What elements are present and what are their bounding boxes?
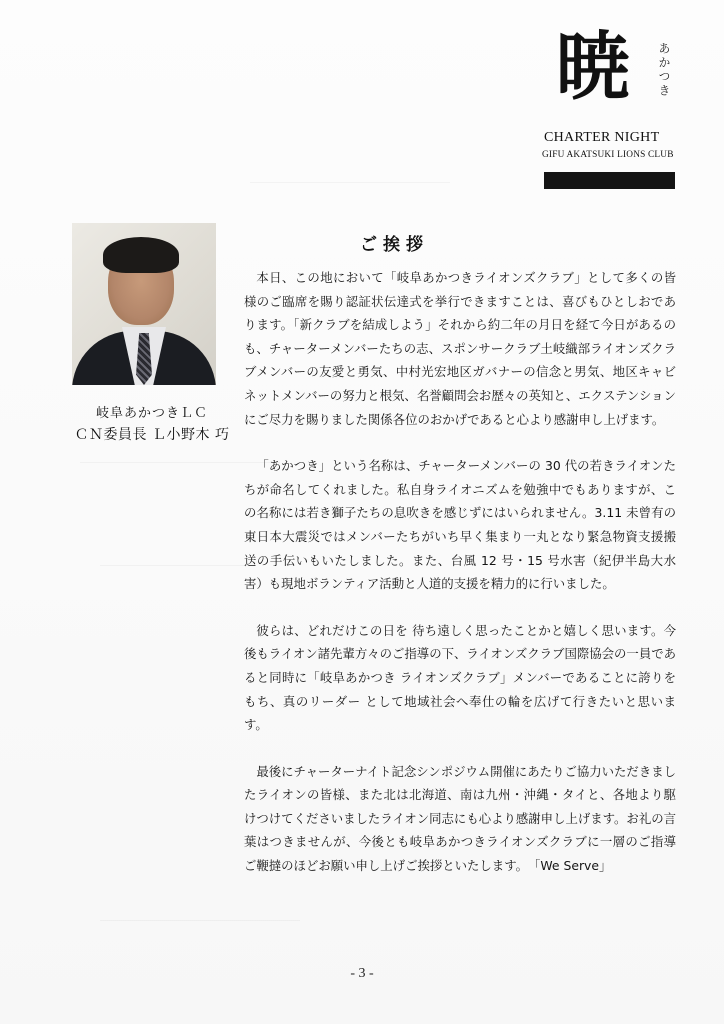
portrait-hair [103,237,179,273]
greeting-body [244,266,676,878]
charter-night-logo [540,24,690,195]
portrait-photo [72,223,216,385]
logo-title: CHARTER NIGHT [544,130,660,145]
logo-kana: あかつき [657,42,671,98]
body-paragraph: 最後にチャーターナイト記念シンポジウム開催にあたりご協力いただきましたライオンの皆様、また北は北海道、南は九州・沖縄・タイと、各地より駆けつけてくださいましたライオン同志にも心より感謝申し上げます。お礼の言葉はつきませんが、今後とも岐阜あかつきライオンズクラブに一層のご指導ご鞭撻のほどお願い申し上げご挨拶といたします。 「We Serve」 [244,763,676,874]
body-paragraph: 彼らは、どれだけこの日を 待ち遠しく思ったことかと嬉しく思います。今後もライオン諸先輩方々のご指導の下、ライオンズクラブ国際協会の一員であると同時に「岐阜あかつき ライオンズクラブ」メンバーであることに誇りをもち、真のリーダー として地域社会へ奉仕の輪を広げて行きたいと思います。 [244,622,676,733]
body-paragraph: 本日、この地において「岐阜あかつきライオンズクラブ」として多くの皆様のご臨席を賜り認証状伝達式を挙行できますことは、喜びもひとしおであります。「新クラブを結成しよう」それから約二年の月日を経て今日があるのも、チャーターメンバーたちの志、スポンサークラブ土岐織部ライオンズクラブメンバーの友愛と勇気、中村光宏地区ガバナーの信念と男気、地区キャビネットメンバーの努力と根気、名誉顧問会お歴々の英知と、エクステンションにご尽力を賜りました関係各位のおかげであると心より感謝申し上げます。 [244,270,676,427]
logo-kanji: 暁 [556,24,628,110]
page-number: - 3 - [350,966,374,981]
show-through-line [100,565,250,566]
logo-bar [544,172,675,189]
greeting-heading: ご挨拶 [360,235,429,255]
logo-subtitle: GIFU AKATSUKI LIONS CLUB [542,150,674,160]
portrait-caption-club: 岐阜あかつきＬＣ [95,406,208,421]
show-through-line [100,920,300,921]
portrait-caption-name: ＣＮ委員長 Ｌ小野木 巧 [74,427,230,443]
show-through-line [250,182,450,183]
body-paragraph: 「あかつき」という名称は、チャーターメンバーの 30 代の若きライオンたちが命名してくれました。私自身ライオニズムを勉強中でもありますが、この名称には若き獅子たちの息吹きを感じずにはいられません。3.11 未曾有の東日本大震災ではメンバーたちがいち早く集まり一丸となり緊急物資支援搬送の手伝いもいたしました。また、台風 12 号・15 号水害（紀伊半島大水害）も現地ボランティア活動と人道的支援を精力的に行いました。 [244,458,676,592]
